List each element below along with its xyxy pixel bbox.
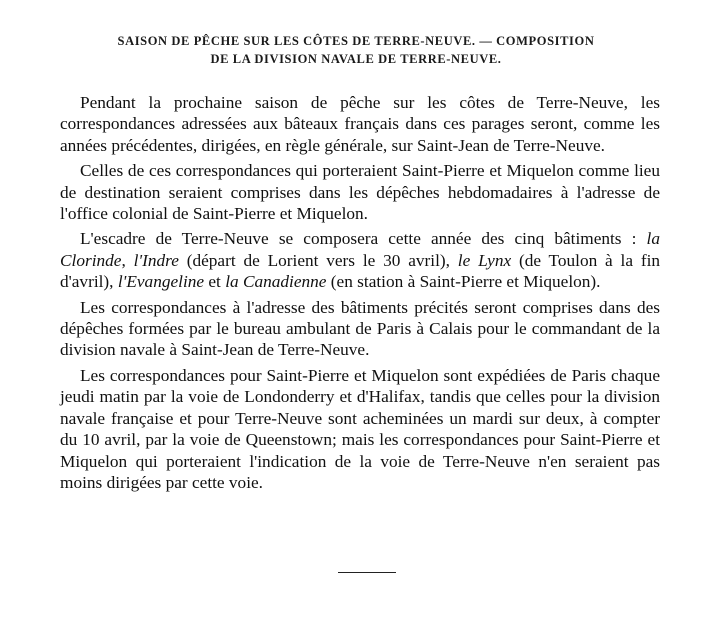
ship-name-indre: l'Indre bbox=[133, 250, 179, 270]
section-heading-line-2: DE LA DIVISION NAVALE DE TERRE-NEUVE. bbox=[210, 52, 502, 66]
paragraph-3-text: (départ de Lorient vers le 30 avril), bbox=[178, 250, 458, 270]
ship-name-canadienne: la Canadienne bbox=[225, 272, 327, 292]
ship-name-lynx: le Lynx bbox=[457, 250, 512, 270]
paragraph-4: Les correspondances à l'adresse des bâtiments précités seront comprises dans des dépêches formées par le bureau ambulant de Paris à Calais pour le commandant de la division navale à Saint-Jean de Terre-Neuve. bbox=[60, 297, 660, 360]
ship-name-clorinde: la Clorinde bbox=[60, 229, 660, 270]
paragraph-5: Les correspondances pour Saint-Pierre et Miquelon sont expédiées de Paris chaque jeudi matin par la voie de Londonderry et d'Halifax, tandis que celles pour la division navale française et pour Terre-Neuve sont acheminées un mardi sur deux, à compter du 10 avril, par la voie de Queenstown; mais les correspondances pour Saint-Pierre et Miquelon qui porteraient l'indication de la voie de Terre-Neuve n'en seraient pas moins dirigées par cette voie. bbox=[60, 365, 660, 492]
paragraph-3-text: , bbox=[121, 250, 134, 270]
paragraph-1: Pendant la prochaine saison de pêche sur les côtes de Terre-Neuve, les correspondances adressées aux bâteaux français dans ces parages seront, comme les années précédentes, dirigées, en règle générale, sur Saint-Jean de Terre-Neuve. bbox=[60, 93, 660, 155]
paragraph-3 bbox=[60, 228, 660, 292]
paragraph-3-text: L'escadre de Terre-Neuve se composera cette année des cinq bâtiments : bbox=[80, 229, 647, 249]
paragraph-3-text: (de Toulon à la fin d'avril), bbox=[60, 250, 661, 292]
end-divider-rule bbox=[338, 572, 396, 573]
paragraph-3-text: (en station à Saint-Pierre et Miquelon). bbox=[326, 272, 601, 292]
ship-name-evangeline: l'Evangeline bbox=[117, 272, 205, 292]
body-text bbox=[60, 92, 660, 497]
paragraph-3-text: et bbox=[204, 272, 226, 292]
section-heading-line-1: SAISON DE PÊCHE SUR LES CÔTES DE TERRE-NEUVE. — COMPOSITION bbox=[117, 34, 595, 48]
paragraph-2: Celles de ces correspondances qui porteraient Saint-Pierre et Miquelon comme lieu de destination seraient comprises dans les dépêches hebdomadaires à l'adresse de l'office colonial de Saint-Pierre et Miquelon. bbox=[60, 161, 660, 224]
